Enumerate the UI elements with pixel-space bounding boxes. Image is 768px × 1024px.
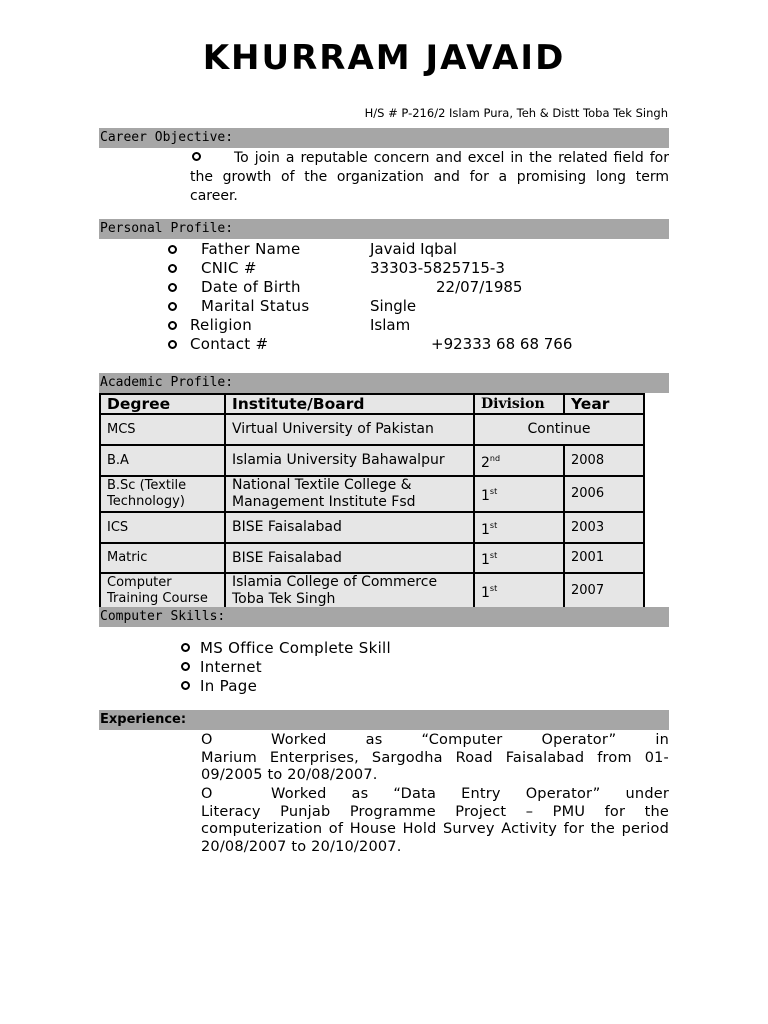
section-academic-profile: Academic Profile: [99, 373, 669, 393]
profile-label: Contact # [190, 335, 269, 353]
column-header-institute: Institute/Board [225, 394, 474, 414]
profile-label: CNIC # [201, 259, 257, 277]
section-experience: Experience: [99, 710, 669, 730]
cell-division [474, 543, 564, 573]
cell-institute: National Textile College & Management Institute Fsd [225, 476, 474, 512]
bullet-icon [168, 283, 177, 292]
profile-row-marital-status [168, 297, 688, 316]
address: H/S # P-216/2 Islam Pura, Teh & Distt Toba Tek Singh [364, 106, 668, 120]
cell-year: 2007 [564, 573, 644, 609]
experience-lead: Worked as “Data Entry Operator” under [271, 786, 669, 802]
profile-label: Religion [190, 316, 253, 334]
table-row [100, 543, 644, 573]
academic-table [99, 393, 645, 610]
profile-value: Javaid Iqbal [370, 240, 457, 258]
cell-institute: Virtual University of Pakistan [225, 414, 474, 445]
cell-division [474, 445, 564, 476]
cell-year: 2006 [564, 476, 644, 512]
division-suffix: st [489, 551, 498, 560]
bullet-icon [168, 264, 177, 273]
bullet-icon [181, 681, 190, 690]
cell-division: Continue [474, 414, 644, 445]
division-suffix: st [489, 584, 498, 593]
division-number: 1 [481, 488, 490, 504]
objective-text-block [190, 149, 669, 206]
division-suffix: st [489, 487, 498, 496]
objective-text: To join a reputable concern and excel in the related field for the growth of the organization and for a promising long term career. [190, 150, 669, 204]
section-career-objective: Career Objective: [99, 128, 669, 148]
cell-degree: B.A [100, 445, 225, 476]
profile-label: Father Name [201, 240, 301, 258]
table-row [100, 512, 644, 543]
division-number: 1 [481, 585, 490, 601]
bullet-icon [181, 643, 190, 652]
bullet-icon [181, 662, 190, 671]
experience-bullet: O [201, 732, 213, 748]
cell-degree: MCS [100, 414, 225, 445]
division-suffix: nd [489, 453, 501, 463]
profile-row-cnic [168, 259, 688, 278]
cell-institute: Islamia University Bahawalpur [225, 445, 474, 476]
profile-row-dob [168, 278, 688, 297]
profile-row-religion [168, 316, 688, 335]
cell-year: 2001 [564, 543, 644, 573]
profile-label: Marital Status [201, 297, 310, 315]
cell-institute: Islamia College of Commerce Toba Tek Singh [225, 573, 474, 609]
cell-division [474, 573, 564, 609]
cell-degree: Matric [100, 543, 225, 573]
skill-item [181, 639, 391, 658]
bullet-icon [168, 340, 177, 349]
table-row [100, 445, 644, 476]
experience-item [201, 786, 669, 856]
bullet-icon [192, 152, 201, 161]
cell-degree: Computer Training Course [100, 573, 225, 609]
table-row [100, 476, 644, 512]
cell-institute: BISE Faisalabad [225, 543, 474, 573]
column-header-year: Year [564, 394, 644, 414]
skill-item [181, 677, 257, 696]
experience-first-line [201, 732, 669, 750]
skill-label: MS Office Complete Skill [200, 639, 391, 657]
cell-institute: BISE Faisalabad [225, 512, 474, 543]
skill-item [181, 658, 262, 677]
profile-value: 22/07/1985 [436, 278, 523, 296]
experience-item [201, 732, 669, 785]
section-computer-skills: Computer Skills: [99, 607, 669, 627]
profile-value: +92333 68 68 766 [431, 335, 573, 353]
division-number: 2 [481, 454, 490, 471]
cell-division [474, 512, 564, 543]
cell-year: 2003 [564, 512, 644, 543]
candidate-name: KHURRAM JAVAID [202, 38, 566, 78]
skill-label: Internet [200, 658, 262, 676]
cell-degree: B.Sc (Textile Technology) [100, 476, 225, 512]
experience-text: Literacy Punjab Programme Project – PMU for the computerization of House Hold Survey Activity for the period 20/08/2007 to 20/10/2007. [201, 803, 669, 855]
experience-text: Marium Enterprises, Sargodha Road Faisalabad from 01-09/2005 to 20/08/2007. [201, 749, 669, 783]
profile-value: 33303-5825715-3 [370, 259, 505, 277]
profile-row-contact [168, 335, 688, 354]
table-header-row [100, 394, 644, 414]
division-number: 1 [481, 521, 490, 538]
cell-year: 2008 [564, 445, 644, 476]
table-row [100, 573, 644, 609]
division-number: 1 [481, 552, 490, 568]
bullet-icon [168, 321, 177, 330]
section-personal-profile: Personal Profile: [99, 219, 669, 239]
experience-first-line [201, 786, 669, 804]
profile-row-father-name [168, 240, 688, 259]
profile-value: Islam [370, 316, 411, 334]
profile-label: Date of Birth [201, 278, 301, 296]
cell-division [474, 476, 564, 512]
bullet-icon [168, 302, 177, 311]
objective-bullet [190, 149, 234, 168]
division-suffix: st [489, 520, 498, 530]
bullet-icon [168, 245, 177, 254]
column-header-division: Division [474, 394, 564, 414]
experience-lead: Worked as “Computer Operator” in [271, 732, 669, 748]
profile-value: Single [370, 297, 417, 315]
experience-bullet: O [201, 786, 213, 802]
skill-label: In Page [200, 677, 258, 695]
table-row [100, 414, 644, 445]
column-header-degree: Degree [100, 394, 225, 414]
cell-degree: ICS [100, 512, 225, 543]
